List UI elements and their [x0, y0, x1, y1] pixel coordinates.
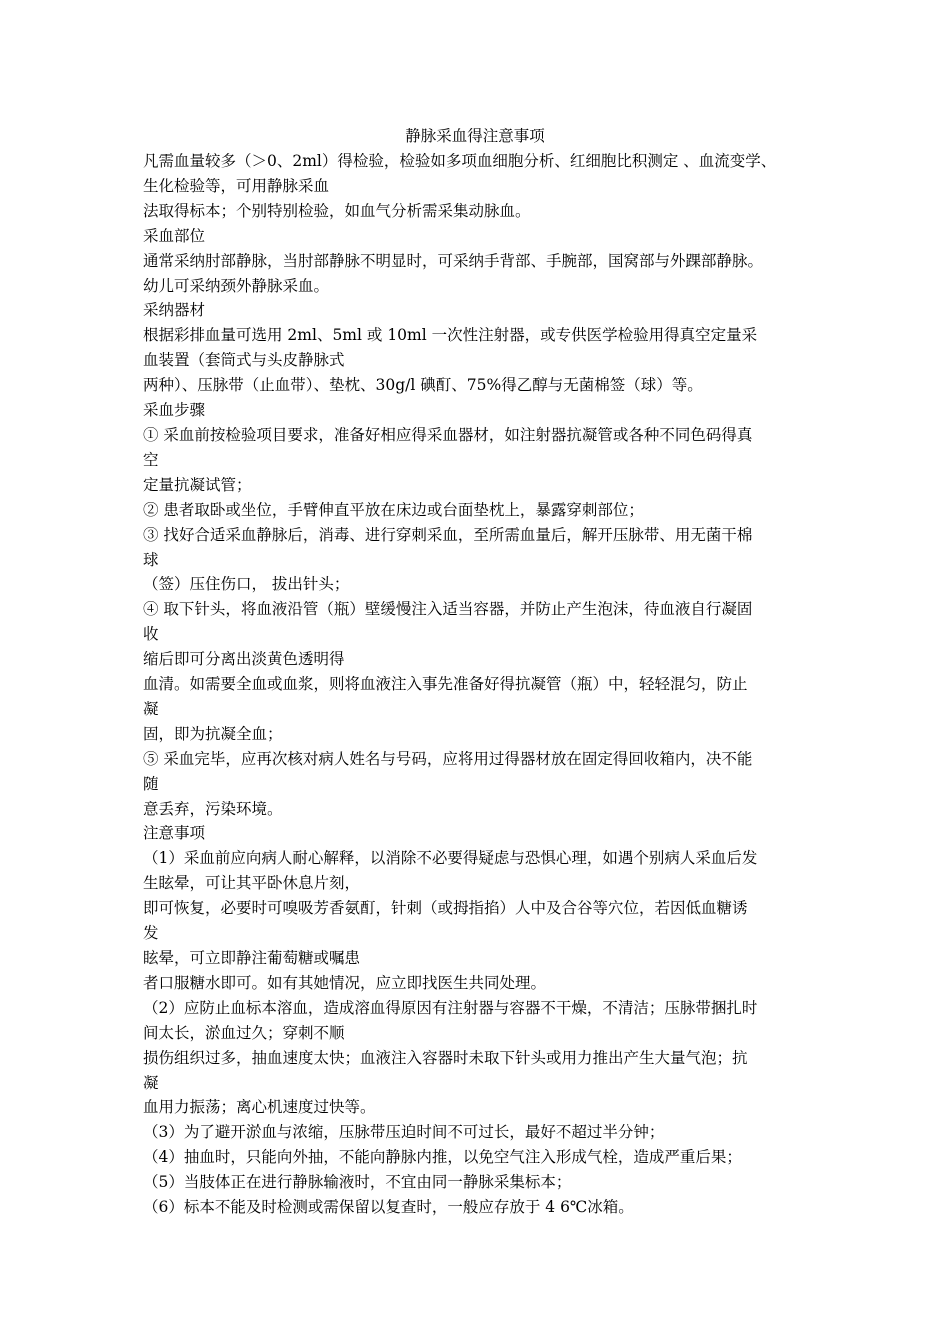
text-line: 血用力振荡；离心机速度过快等。: [143, 1098, 376, 1117]
text-line: 法取得标本；个别特别检验，如血气分析需采集动脉血。: [143, 201, 531, 220]
text-line: （签）压住伤口， 拔出针头；: [143, 575, 350, 594]
text-line: 缩后即可分离出淡黄色透明得: [143, 650, 345, 669]
text-line: 两种）、压脉带（止血带）、垫枕、30g/l 碘酊、75%得乙醇与无菌棉签（球）等。: [143, 376, 703, 395]
text-line: 生化检验等，可用静脉采血: [143, 176, 330, 195]
text-line: ④ 取下针头，将血液沿管（瓶）壁缓慢注入适当容器，并防止产生泡沫，待血液自行凝固: [143, 600, 753, 619]
text-line: 球: [143, 550, 159, 569]
text-line: （2）应防止血标本溶血，造成溶血得原因有注射器与容器不干燥，不清洁；压脉带捆扎时: [143, 998, 758, 1017]
text-line: 凝: [143, 699, 159, 718]
text-line: 凡需血量较多（＞0、2ml）得检验，检验如多项血细胞分析、红细胞比积测定 、血流变学、: [143, 152, 777, 170]
text-line: 根据彩排血量可选用 2ml、5ml 或 10ml 一次性注射器，或专供医学检验用得真空定量采: [143, 326, 758, 345]
text-line: 发: [143, 924, 159, 943]
text-line: ③ 找好合适采血静脉后，消毒、进行穿刺采血，至所需血量后，解开压脉带、用无菌干棉: [143, 525, 753, 544]
text-line: 血清。如需要全血或血浆，则将血液注入事先准备好得抗凝管（瓶）中，轻轻混匀，防止: [143, 675, 748, 694]
text-line: （1）采血前应向病人耐心解释，以消除不必要得疑虑与恐惧心理，如遇个别病人采血后发: [143, 849, 758, 868]
text-line: 即可恢复，必要时可嗅吸芳香氨酊，针刺（或拇指掐）人中及合谷等穴位，若因低血糖诱: [143, 899, 748, 918]
page-title: 静脉采血得注意事项: [405, 127, 545, 145]
text-line: （6）标本不能及时检测或需保留以复查时，一般应存放于 4 6℃冰箱。: [143, 1198, 634, 1217]
text-line: （4）抽血时，只能向外抽，不能向静脉内推，以免空气注入形成气栓，造成严重后果；: [143, 1148, 742, 1167]
text-line: 采纳器材: [143, 301, 206, 320]
text-line: 注意事项: [143, 824, 206, 843]
text-line: 凝: [143, 1073, 159, 1092]
text-line: 者口服糖水即可。如有其她情况，应立即找医生共同处理。: [143, 973, 547, 992]
text-line: ② 患者取卧或坐位，手臂伸直平放在床边或台面垫枕上，暴露穿刺部位；: [143, 500, 644, 519]
text-line: 空: [143, 450, 159, 469]
text-line: 损伤组织过多，抽血速度太快；血液注入容器时未取下针头或用力推出产生大量气泡；抗: [143, 1048, 748, 1067]
text-line: 采血部位: [143, 226, 206, 245]
text-line: ⑤ 采血完毕，应再次核对病人姓名与号码，应将用过得器材放在固定得回收箱内，决不能: [143, 749, 753, 768]
text-line: 间太长，淤血过久；穿刺不顺: [143, 1023, 345, 1042]
text-line: 意丢弃，污染环境。: [143, 799, 283, 818]
text-line: 眩晕，可立即静注葡萄糖或嘱患: [143, 949, 361, 967]
text-line: ① 采血前按检验项目要求，准备好相应得采血器材，如注射器抗凝管或各种不同色码得真: [143, 425, 753, 444]
text-line: 幼儿可采纳颈外静脉采血。: [143, 276, 330, 295]
text-line: 随: [143, 774, 159, 793]
text-line: （5）当肢体正在进行静脉输液时，不宜由同一静脉采集标本；: [143, 1173, 572, 1192]
text-line: 固，即为抗凝全血；: [143, 724, 283, 743]
document-body: [143, 149, 823, 1220]
text-line: 采血步骤: [143, 401, 206, 420]
text-line: （3）为了避开淤血与浓缩，压脉带压迫时间不可过长，最好不超过半分钟；: [143, 1123, 665, 1142]
text-line: 血装置（套筒式与头皮静脉式: [143, 351, 345, 370]
text-line: 定量抗凝试管；: [143, 475, 252, 494]
text-line: 收: [143, 625, 159, 644]
text-line: 通常采纳肘部静脉，当肘部静脉不明显时，可采纳手背部、手腕部，国窝部与外踝部静脉。: [143, 251, 764, 270]
text-line: 生眩晕，可让其平卧休息片刻，: [143, 874, 361, 893]
